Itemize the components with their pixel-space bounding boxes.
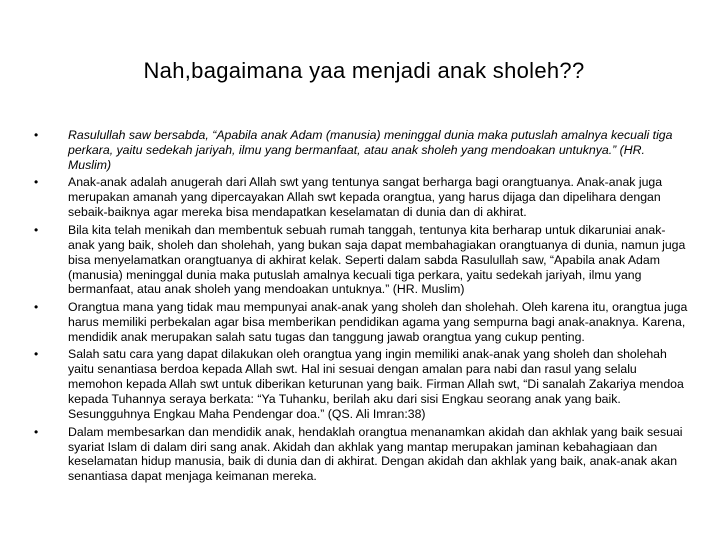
bullet-text: Dalam membesarkan dan mendidik anak, hendaklah orangtua menanamkan akidah dan akhlak yang baik sesuai syariat Islam di dalam diri sang anak. Akidah dan akhlak yang mantap merupakan jaminan kebahagiaan dan keselamatan hidup manusia, baik di dunia dan di akhirat. Dengan akidah dan akhlak yang baik, anak-anak akan senantiasa dapat menjaga keimanan mereka.: [68, 424, 683, 484]
bullet-text: Bila kita telah menikah dan membentuk sebuah rumah tanggah, tentunya kita berharap untuk dikaruniai anak-anak yang baik, sholeh dan sholehah, yang bukan saja dapat membahagiakan orangtuanya di dunia, namun juga bisa menyelamatkan orangtuanya di akhirat kelak. Seperti dalam sabda Rasulullah saw, “Apabila anak Adam (manusia) meninggal dunia maka putuslah amalnya kecuali tiga perkara, yaitu sedekah jariyah, ilmu yang bermanfaat, atau anak sholeh yang mendoakan untuknya.” (HR. Muslim): [68, 222, 686, 297]
bullet-text: Anak-anak adalah anugerah dari Allah swt yang tentunya sangat berharga bagi orangtuanya. Anak-anak juga merupakan amanah yang dipercayakan Allah swt kepada orangtua, yang harus dijaga dan dipelihara dengan sebaik-baiknya agar mereka bisa mendapatkan keselamatan di dunia dan di akhirat.: [68, 175, 663, 220]
bullet-text: Salah satu cara yang dapat dilakukan oleh orangtua yang ingin memiliki anak-anak yang sholeh dan sholehah yaitu senantiasa berdoa kepada Allah swt. Hal ini sesuai dengan amalan para nabi dan rasul yang selalu memohon kepada Allah swt untuk diberikan keturunan yang baik. Firman Allah swt, “Di sanalah Zakariya mendoa kepada Tuhannya seraya berkata: “Ya Tuhanku, berilah aku dari sisi Engkau seorang anak yang baik. Sesungguhnya Engkau Maha Pendengar doa.” (QS. Ali Imran:38): [68, 347, 684, 422]
bullet-item: [34, 175, 689, 220]
bullet-item: [34, 300, 689, 345]
bullet-icon: •: [34, 128, 39, 142]
bullet-icon: •: [34, 424, 39, 439]
bullet-icon: •: [34, 300, 39, 315]
slide-title: Nah,bagaimana yaa menjadi anak sholeh??: [143, 58, 585, 83]
bullet-item: [34, 128, 689, 173]
bullet-text: Rasulullah saw bersabda, “Apabila anak Adam (manusia) meninggal dunia maka putuslah amalnya kecuali tiga perkara, yaitu sedekah jariyah, ilmu yang bermanfaat, atau anak sholeh yang mendoakan untuknya.” (HR. Muslim): [68, 128, 673, 172]
bullet-item: [34, 347, 689, 422]
bullet-list: [34, 128, 689, 487]
bullet-item: [34, 425, 689, 485]
bullet-icon: •: [34, 222, 39, 237]
bullet-text: Orangtua mana yang tidak mau mempunyai anak-anak yang sholeh dan sholehah. Oleh karena itu, orangtua juga harus memiliki perbekalan agar bisa memberikan pendidikan agama yang sempurna bagi anak-anaknya. Karena, mendidik anak merupakan salah satu tugas dan tanggung jawab orangtua yang cukup penting.: [68, 300, 688, 344]
bullet-icon: •: [34, 175, 39, 190]
bullet-icon: •: [34, 347, 39, 362]
bullet-item: [34, 223, 689, 298]
